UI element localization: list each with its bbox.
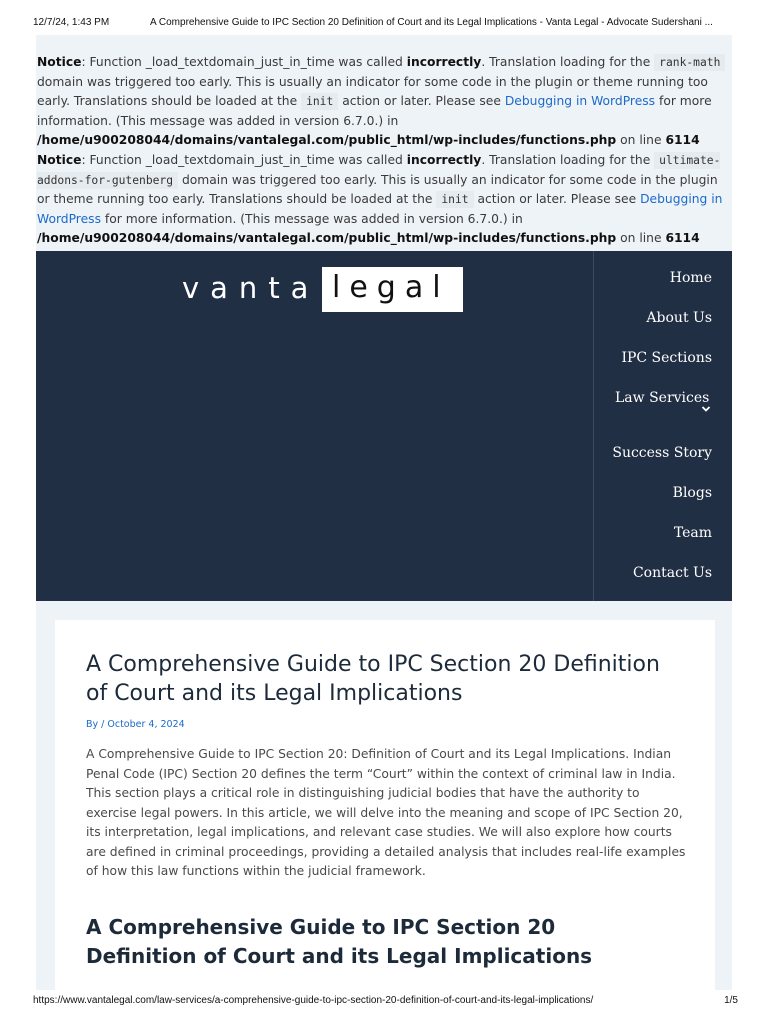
- debugging-link[interactable]: Debugging in WordPress: [37, 192, 723, 226]
- notice-strong: incorrectly: [406, 153, 482, 167]
- notice-text: for more information. (This message was added in version 6.7.0.) in: [37, 94, 712, 128]
- nav-ipc-sections[interactable]: IPC Sections: [621, 350, 712, 366]
- article-title: A Comprehensive Guide to IPC Section 20 Definition of Court and its Legal Implications: [86, 652, 660, 706]
- notice-text: on line: [616, 231, 666, 245]
- php-notice: [37, 151, 732, 249]
- php-notice: [37, 53, 732, 151]
- nav-home[interactable]: Home: [669, 270, 712, 286]
- print-datetime: 12/7/24, 1:43 PM: [33, 17, 110, 28]
- notice-line: 6114: [665, 231, 700, 245]
- notice-code: ultimate-addons-for-gutenberg: [37, 154, 721, 187]
- notice-text: . Translation loading for the: [481, 153, 655, 167]
- logo-legal-box: [322, 267, 463, 312]
- logo-word-legal: legal: [332, 270, 450, 305]
- notice-text: : Function _load_textdomain_just_in_time was called: [81, 55, 407, 69]
- nav-success-story[interactable]: Success Story: [612, 445, 712, 461]
- notice-code: init: [301, 93, 338, 110]
- article-meta[interactable]: By / October 4, 2024: [86, 719, 185, 730]
- nav-team[interactable]: Team: [673, 525, 712, 541]
- nav-contact-us[interactable]: Contact Us: [632, 565, 712, 581]
- print-footer: [0, 990, 768, 1024]
- site-header: [36, 251, 732, 601]
- notice-line: 6114: [665, 133, 700, 147]
- nav-law-services[interactable]: Law Services: [615, 390, 710, 406]
- notice-text: for more information. (This message was added in version 6.7.0.) in: [100, 211, 523, 226]
- logo-word-vanta: vanta: [182, 271, 320, 305]
- nav-about-us[interactable]: About Us: [646, 310, 712, 326]
- notice-path: /home/u900208044/domains/vantalegal.com/public_html/wp-includes/functions.php: [37, 133, 617, 147]
- article-intro: A Comprehensive Guide to IPC Section 20: Definition of Court and its Legal Implications. Indian Penal Code (IPC) Section 20 defines the term “Court” within the context of criminal law in India. This section plays a critical role in distinguishing judicial bodies that have the authority to exercise legal powers. In this article, we will delve into the meaning and scope of IPC Section 20, its interpretation, legal implications, and relevant case studies. We will also explore how courts are defined in criminal proceedings, providing a detailed analysis that includes real-life examples of how this law functions within the judicial framework.: [86, 747, 686, 878]
- notice-text: action or later. Please see: [473, 192, 641, 206]
- nav-blogs[interactable]: Blogs: [672, 485, 712, 501]
- debugging-link[interactable]: Debugging in WordPress: [504, 94, 656, 108]
- print-page-number: 1/5: [724, 995, 738, 1006]
- print-url: https://www.vantalegal.com/law-services/a-comprehensive-guide-to-ipc-section-20-definition-of-court-and-its-legal-implications/: [33, 995, 594, 1006]
- notice-text: action or later. Please see: [338, 94, 505, 108]
- print-page-title: A Comprehensive Guide to IPC Section 20 Definition of Court and its Legal Implications - Vanta Legal - Advocate Sudershani ...: [150, 17, 713, 28]
- notice-text: domain was triggered too early. This is usually an indicator for some code in the plugin or theme running too early. Translations should be loaded at the: [37, 172, 718, 206]
- notice-code: rank-math: [654, 54, 725, 71]
- notice-text: . Translation loading for the: [481, 55, 655, 69]
- php-notices: [36, 35, 732, 251]
- article-card: [55, 620, 715, 990]
- main-nav: [593, 251, 733, 601]
- notice-strong: incorrectly: [406, 55, 482, 69]
- notice-text: on line: [616, 133, 666, 147]
- notice-path: /home/u900208044/domains/vantalegal.com/public_html/wp-includes/functions.php: [37, 231, 617, 245]
- notice-code: init: [436, 191, 473, 208]
- article-subheading: A Comprehensive Guide to IPC Section 20 Definition of Court and its Legal Implications: [86, 915, 593, 968]
- chevron-down-icon[interactable]: [701, 398, 711, 417]
- notice-text: domain was triggered too early. This is usually an indicator for some code in the plugin or theme running too early. Translations should be loaded at the: [37, 74, 708, 108]
- notice-label: Notice: [37, 55, 82, 69]
- notice-text: : Function _load_textdomain_just_in_time was called: [81, 153, 407, 167]
- notice-label: Notice: [37, 153, 82, 167]
- site-logo[interactable]: [182, 267, 463, 312]
- print-header: [0, 0, 768, 34]
